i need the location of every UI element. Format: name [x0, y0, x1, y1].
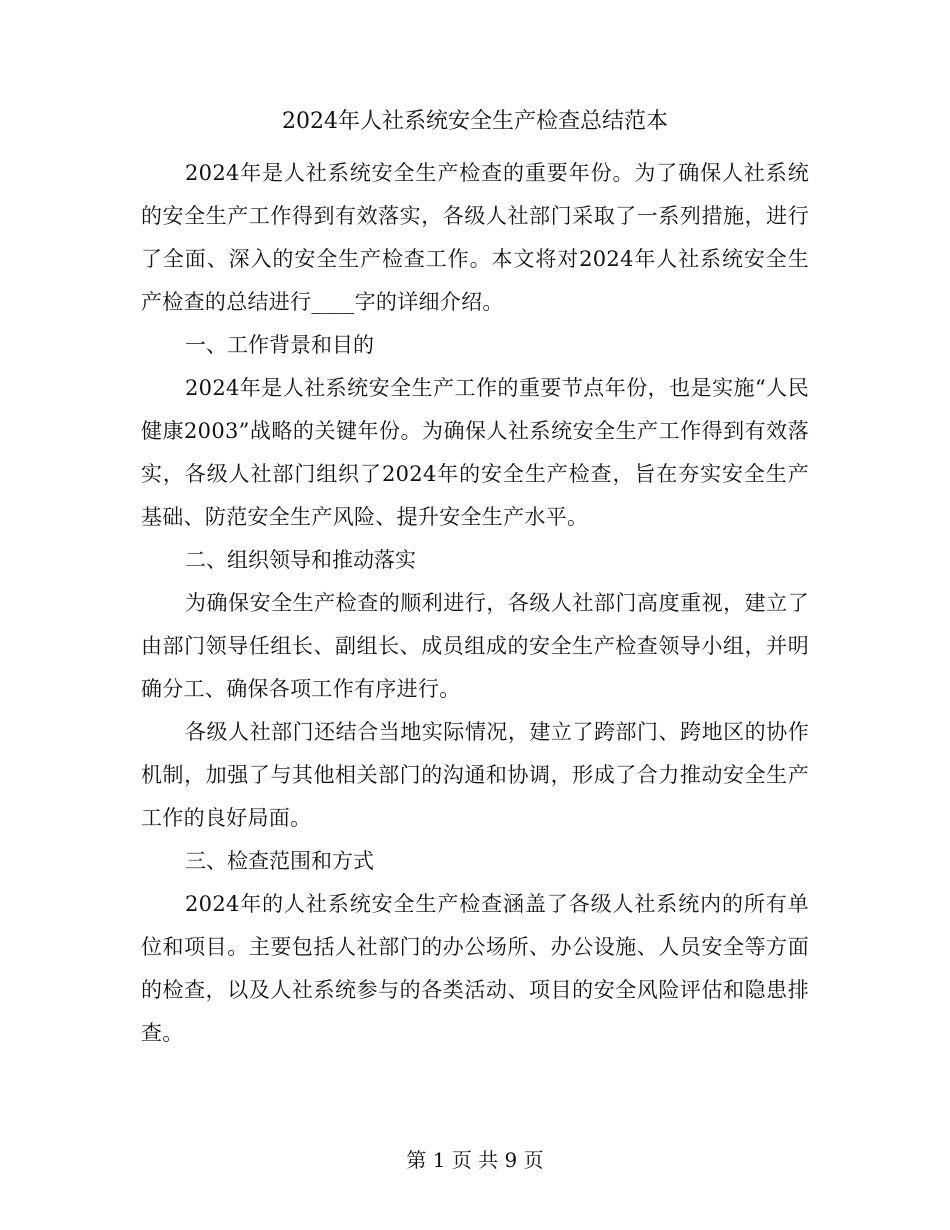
section-heading-scope: 三、检查范围和方式 [185, 849, 374, 873]
document-body [141, 152, 809, 1055]
page-number-footer: 第 1 页 共 9 页 [406, 1148, 544, 1172]
document-title: 2024年人社系统安全生产检查总结范本 [282, 109, 668, 134]
intro-paragraph: 2024年是人社系统安全生产检查的重要年份。为了确保人社系统的安全生产工作得到有效落实，各级人社部门采取了一系列措施，进行了全面、深入的安全生产检查工作。本文将对2024年人社系统安全生产检查的总结进行____字的详细介绍。 [141, 161, 809, 314]
leadership-paragraph-2: 各级人社部门还结合当地实际情况，建立了跨部门、跨地区的协作机制，加强了与其他相关部门的沟通和协调，形成了合力推动安全生产工作的良好局面。 [141, 720, 809, 830]
background-paragraph: 2024年是人社系统安全生产工作的重要节点年份，也是实施“人民健康2003”战略的关键年份。为确保人社系统安全生产工作得到有效落实，各级人社部门组织了2024年的安全生产检查，旨在夯实安全生产基础、防范安全生产风险、提升安全生产水平。 [141, 376, 809, 529]
leadership-paragraph-1: 为确保安全生产检查的顺利进行，各级人社部门高度重视，建立了由部门领导任组长、副组长、成员组成的安全生产检查领导小组，并明确分工、确保各项工作有序进行。 [141, 591, 809, 701]
section-heading-background: 一、工作背景和目的 [185, 333, 374, 357]
section-heading-leadership: 二、组织领导和推动落实 [185, 548, 416, 572]
scope-paragraph: 2024年的人社系统安全生产检查涵盖了各级人社系统内的所有单位和项目。主要包括人社部门的办公场所、办公设施、人员安全等方面的检查，以及人社系统参与的各类活动、项目的安全风险评估和隐患排查。 [141, 892, 809, 1045]
